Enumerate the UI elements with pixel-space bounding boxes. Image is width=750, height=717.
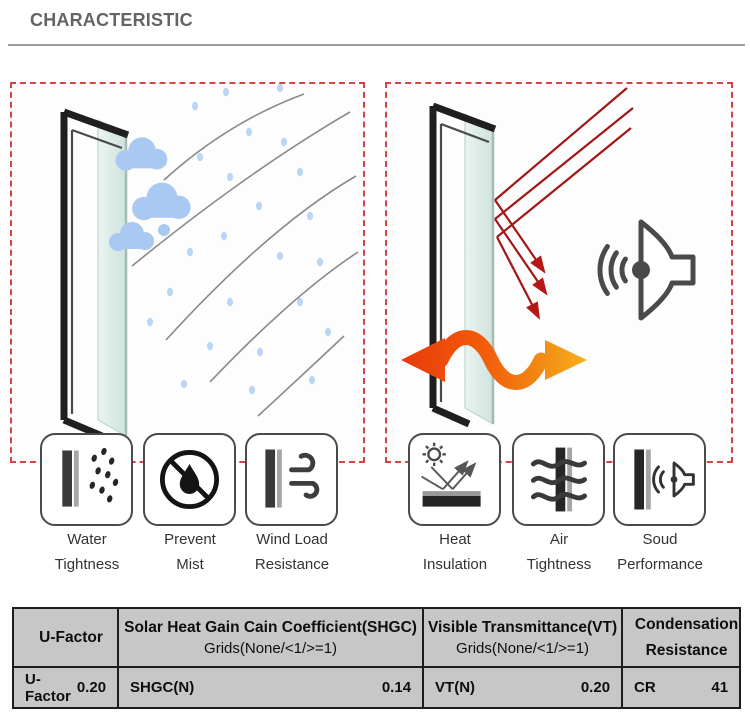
wind-load-resistance-icon xyxy=(247,435,336,524)
window-heat-sound-illustration xyxy=(387,84,731,461)
feature-label-sound-performance: Soud Performance xyxy=(617,531,703,573)
air-tightness-icon xyxy=(514,435,603,524)
title-divider xyxy=(8,44,745,46)
feature-box-wind-load xyxy=(245,433,338,526)
feature-box-prevent-mist xyxy=(143,433,236,526)
col-header-condensation-resistance: Condensation Resistance xyxy=(622,608,740,667)
feature-label-heat-insulation: Heat Insulation xyxy=(422,531,488,573)
cell-u-factor: U-Factor 0.20 xyxy=(13,667,118,708)
insulation-sound-panel xyxy=(385,82,733,463)
wind-lines-icon xyxy=(132,94,358,416)
table-header-row xyxy=(13,608,740,667)
feature-box-heat-insulation xyxy=(408,433,501,526)
feature-box-air-tightness xyxy=(512,433,605,526)
water-tightness-icon xyxy=(42,435,131,524)
performance-table xyxy=(12,607,741,709)
raindrops-icon xyxy=(147,84,331,394)
col-header-u-factor: U-Factor xyxy=(13,608,118,667)
feature-label-prevent-mist: Prevent Mist xyxy=(164,531,216,573)
col-header-vt: Visible Transmittance(VT) Grids(None/<1/>=1) xyxy=(423,608,622,667)
prevent-mist-icon xyxy=(145,435,234,524)
feature-box-water-tightness xyxy=(40,433,133,526)
cell-cr: CR 41 xyxy=(622,667,740,708)
feature-box-sound-performance xyxy=(613,433,706,526)
page-title: CHARACTERISTIC xyxy=(30,10,193,30)
cell-shgc: SHGC(N) 0.14 xyxy=(118,667,423,708)
window-rain-wind-illustration xyxy=(12,84,363,461)
col-header-shgc: Solar Heat Gain Cain Coefficient(SHGC) Grids(None/<1/>=1) xyxy=(118,608,423,667)
feature-label-air-tightness: Air Tightness xyxy=(526,531,592,573)
feature-label-wind-load: Wind Load Resistance xyxy=(254,531,330,573)
heat-insulation-icon xyxy=(410,435,499,524)
feature-label-water-tightness: Water Tightness xyxy=(54,531,120,573)
table-data-row xyxy=(13,667,740,708)
sound-performance-icon xyxy=(615,435,704,524)
cell-vt: VT(N) 0.20 xyxy=(423,667,622,708)
speaker-icon xyxy=(600,222,693,318)
weather-resistance-panel xyxy=(10,82,365,463)
